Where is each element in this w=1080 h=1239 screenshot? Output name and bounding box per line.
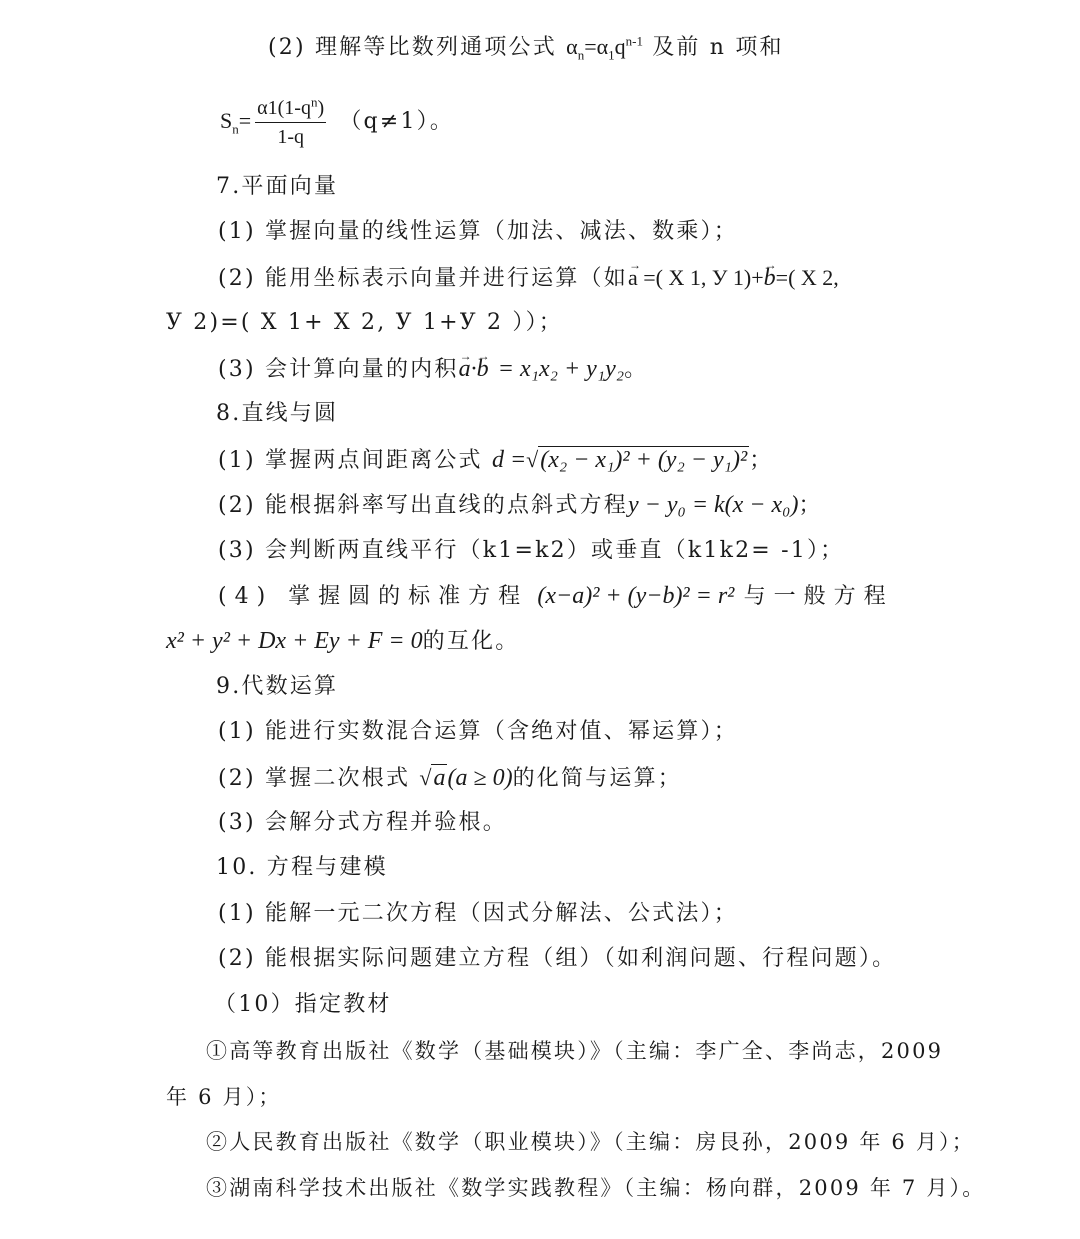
section-8-item-4-cont: x² + y² + Dx + Ey + F = 0的互化。 [166,628,520,654]
section-9-title: 9.代数运算 [216,674,339,699]
section-8-item-4: (4) 掌握圆的标准方程 (x−a)² + (y−b)² = r² 与一般方程 [218,583,894,609]
textbook-2: ②人民教育出版社《数学（职业模块）》（主编：房艮孙，2009 年 6 月）； [206,1130,975,1154]
section-7-item-1: (1) 掌握向量的线性运算（加法、减法、数乘）； [218,219,738,244]
section-8-item-1: (1) 掌握两点间距离公式 d =√(x₂ − x₁)² + (y₂ − y₁)²； [218,447,774,473]
seq-tail: 及前 n 项和 [652,35,784,60]
section-7-item-2: (2) 能用坐标表示向量并进行运算（如→ a =( X 1, У 1)+→ b=( X 2, [218,263,839,294]
seq-sum-line [220,92,454,151]
textbook-1-cont: 年 6 月）； [166,1085,282,1109]
section-9-item-2: (2) 掌握二次根式 √a(a ≥ 0)的化简与运算； [218,765,683,791]
section-7-item-3: (3) 会计算向量的内积→ a·→ b = x₁x₂ + y₁y₂。 [218,354,648,385]
textbooks-title: （10）指定教材 [214,992,392,1017]
textbook-1: ①高等教育出版社《数学（基础模块）》（主编：李广全、李尚志，2009 [206,1039,944,1063]
sum-condition: （q≠1）。 [339,109,455,134]
section-9-item-1: (1) 能进行实数混合运算（含绝对值、幂运算）； [218,719,738,744]
section-10-item-2: (2) 能根据实际问题建立方程（组）（如利润问题、行程问题）。 [218,946,897,971]
section-7-item-2-cont: У 2)=( X 1+ X 2, У 1+У 2 ））； [166,310,564,335]
seq-label: (2) 理解等比数列通项公式 [268,35,557,60]
section-10-item-1: (1) 能解一元二次方程（因式分解法、公式法）； [218,901,738,926]
sum-fraction: $\frac{\alpha 1(1-q^n)}{1-q}$ [257,93,325,148]
textbook-3: ③湖南科学技术出版社《数学实践教程》（主编：杨向群，2009 年 7 月）。 [206,1176,986,1200]
sum-formula: $S_n=$ [220,108,252,137]
general-term-formula: $\alpha_n=\alpha_1q^{n-1}$ [566,33,643,63]
section-8-title: 8.直线与圆 [216,401,339,426]
section-10-title: 10. 方程与建模 [216,855,388,880]
section-9-item-3: (3) 会解分式方程并验根。 [218,810,507,835]
section-7-title: 7.平面向量 [216,174,339,199]
seq-general-term-line [268,32,784,63]
section-8-item-2: (2) 能根据斜率写出直线的点斜式方程y − y₀ = k(x − x₀)； [218,492,823,518]
section-8-item-3: (3) 会判断两直线平行（k1=k2）或垂直（k1k2= -1）； [218,538,845,563]
